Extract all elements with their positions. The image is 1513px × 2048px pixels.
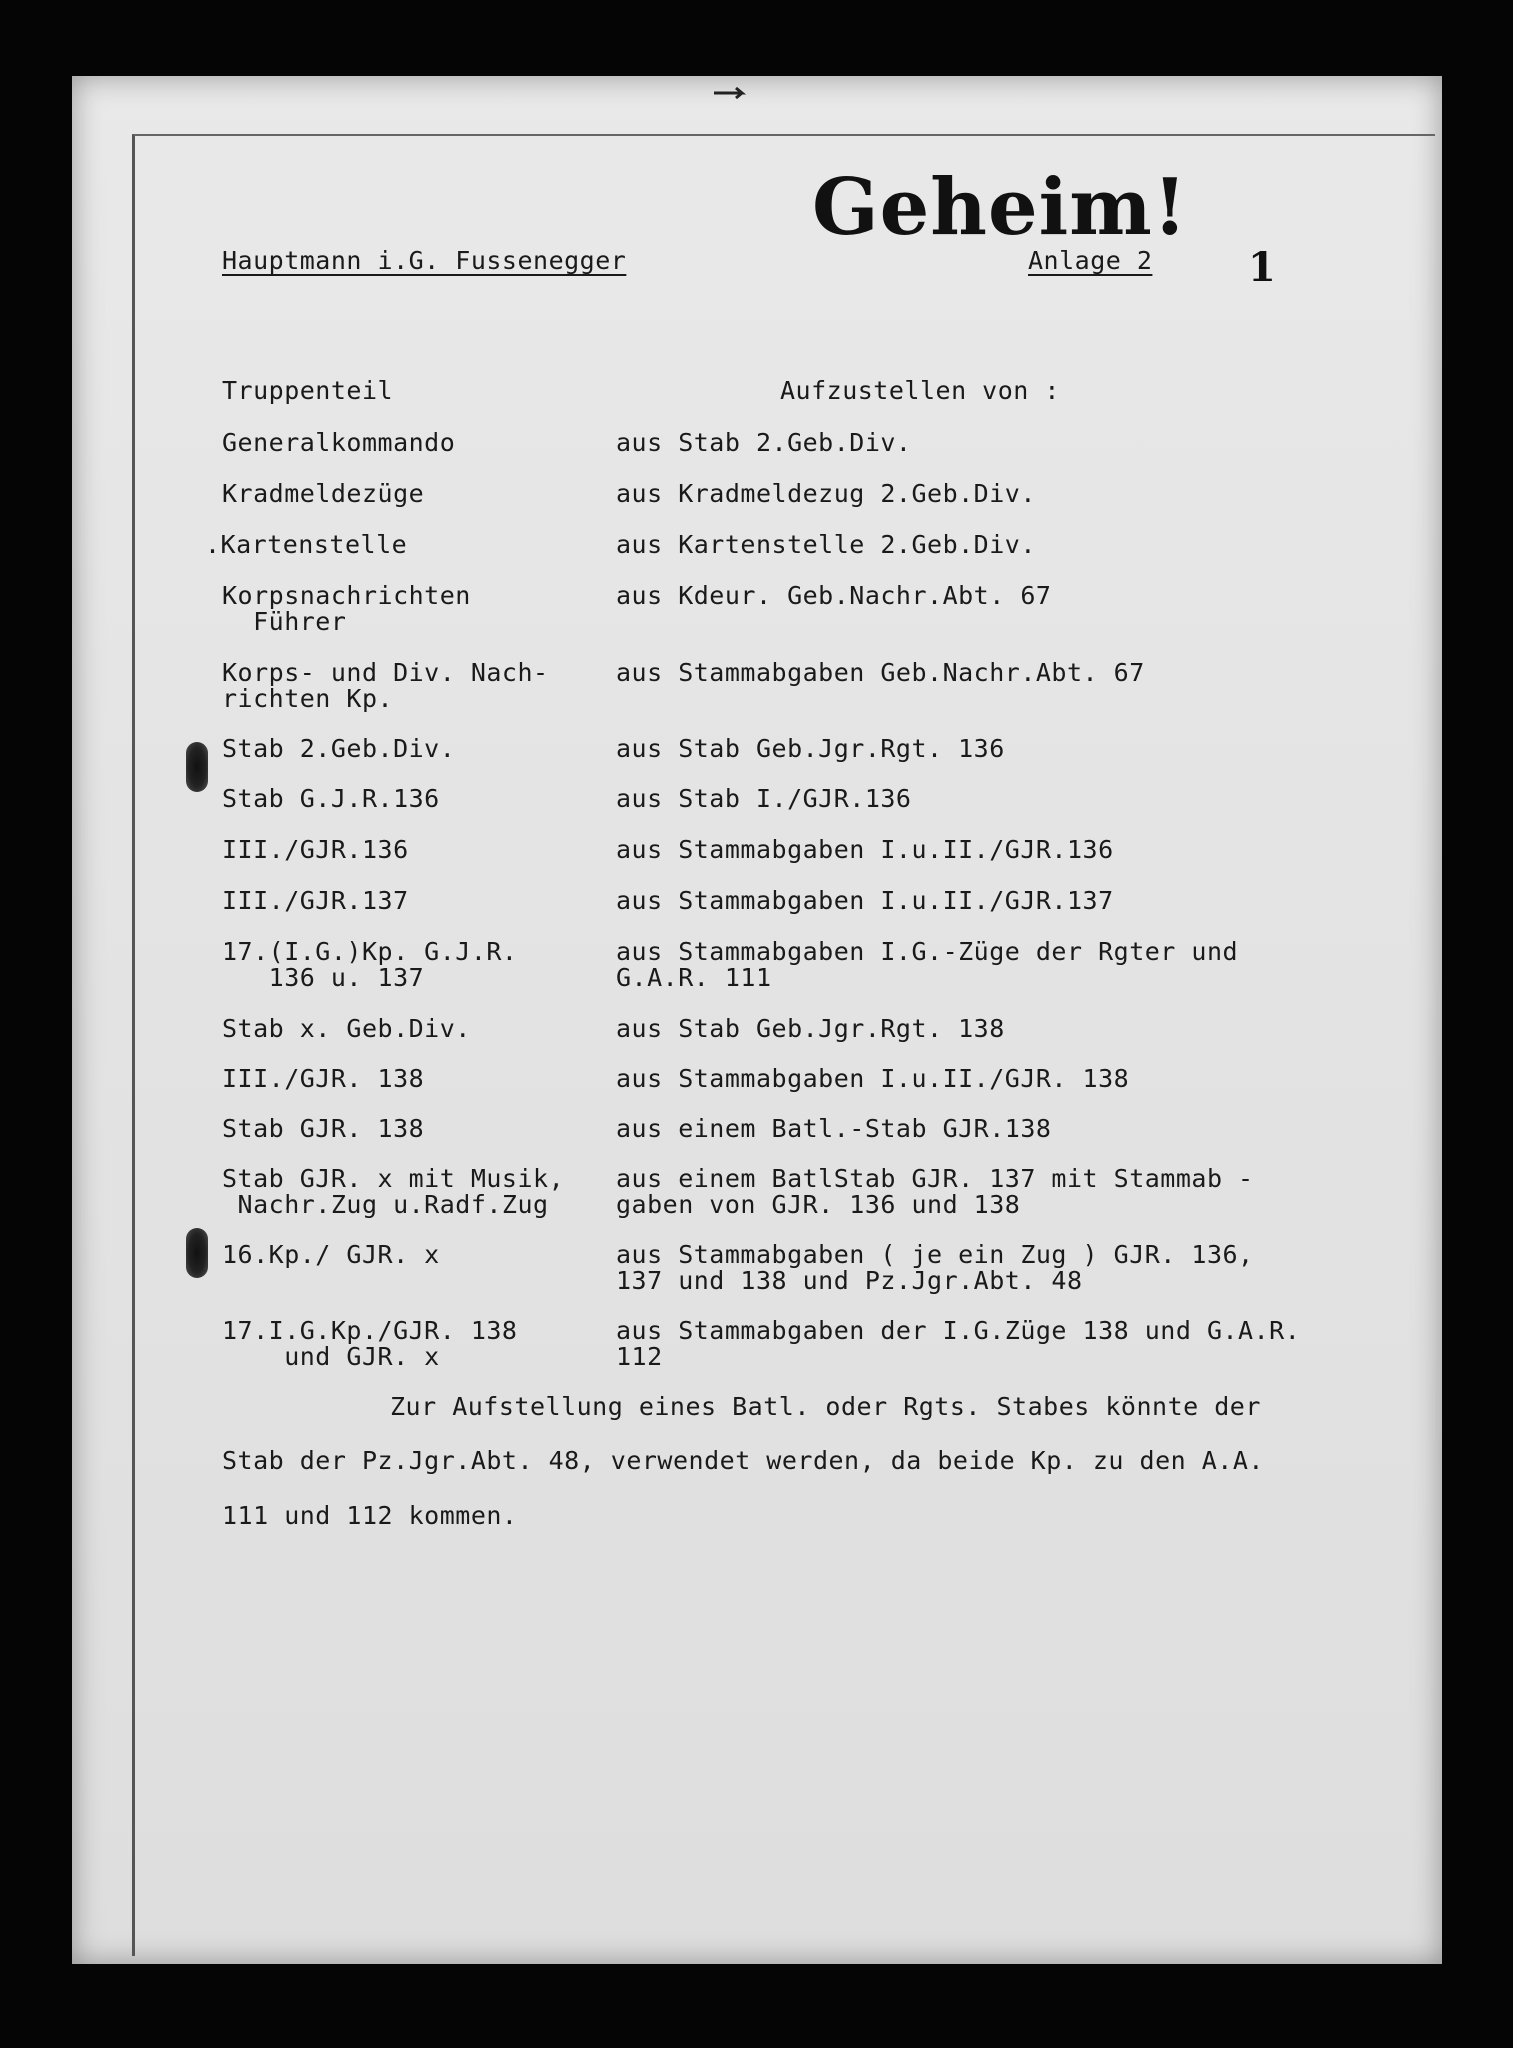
unit-cell: .Kartenstelle xyxy=(205,530,408,559)
unit-cell: Korpsnachrichten Führer xyxy=(222,581,471,636)
unit-cell: 17.I.G.Kp./GJR. 138 und GJR. x xyxy=(222,1316,518,1371)
unit-cell: Korps- und Div. Nach- richten Kp. xyxy=(222,658,549,713)
source-cell: aus einem BatlStab GJR. 137 mit Stammab - gaben von GJR. 136 und 138 xyxy=(616,1164,1254,1219)
source-cell: aus Stab Geb.Jgr.Rgt. 138 xyxy=(616,1014,1005,1043)
note-line: Stab der Pz.Jgr.Abt. 48, verwendet werden, da beide Kp. zu den A.A. xyxy=(222,1446,1264,1475)
source-cell: aus Stab Geb.Jgr.Rgt. 136 xyxy=(616,734,1005,763)
arrow-mark-icon xyxy=(712,86,752,100)
punch-hole-icon xyxy=(186,1228,208,1278)
source-cell: aus einem Batl.-Stab GJR.138 xyxy=(616,1114,1052,1143)
source-cell: aus Stab 2.Geb.Div. xyxy=(616,428,912,457)
unit-cell: III./GJR. 138 xyxy=(222,1064,425,1093)
unit-cell: III./GJR.137 xyxy=(222,886,409,915)
punch-hole-icon xyxy=(186,742,208,792)
unit-cell: Kradmeldezüge xyxy=(222,479,425,508)
sheet-border xyxy=(132,134,1435,1956)
unit-cell: Stab G.J.R.136 xyxy=(222,784,440,813)
source-cell: aus Stammabgaben der I.G.Züge 138 und G.A.R. 112 xyxy=(616,1316,1301,1371)
unit-cell: 16.Kp./ GJR. x xyxy=(222,1240,440,1269)
unit-cell: Stab x. Geb.Div. xyxy=(222,1014,471,1043)
unit-cell: Stab 2.Geb.Div. xyxy=(222,734,456,763)
column-header-unit: Truppenteil xyxy=(222,376,394,405)
source-cell: aus Stammabgaben ( je ein Zug ) GJR. 136, 137 und 138 und Pz.Jgr.Abt. 48 xyxy=(616,1240,1254,1295)
source-cell: aus Stammabgaben I.G.-Züge der Rgter und G.A.R. 111 xyxy=(616,937,1239,992)
classification-stamp: Geheim! xyxy=(812,162,1188,253)
page-number: 1 xyxy=(1248,244,1276,291)
source-cell: aus Stammabgaben I.u.II./GJR.136 xyxy=(616,835,1114,864)
source-cell: aus Stab I./GJR.136 xyxy=(616,784,912,813)
unit-cell: 17.(I.G.)Kp. G.J.R. 136 u. 137 xyxy=(222,937,518,992)
column-header-source: Aufzustellen von : xyxy=(780,376,1060,405)
unit-cell: Generalkommando xyxy=(222,428,456,457)
unit-cell: III./GJR.136 xyxy=(222,835,409,864)
sender-line: Hauptmann i.G. Fussenegger xyxy=(222,246,627,275)
note-line: 111 und 112 kommen. xyxy=(222,1501,518,1530)
unit-cell: Stab GJR. 138 xyxy=(222,1114,425,1143)
attachment-label: Anlage 2 xyxy=(1028,246,1153,275)
source-cell: aus Kradmeldezug 2.Geb.Div. xyxy=(616,479,1036,508)
note-line: Zur Aufstellung eines Batl. oder Rgts. Stabes könnte der xyxy=(390,1392,1261,1421)
source-cell: aus Stammabgaben Geb.Nachr.Abt. 67 xyxy=(616,658,1145,687)
source-cell: aus Stammabgaben I.u.II./GJR.137 xyxy=(616,886,1114,915)
source-cell: aus Stammabgaben I.u.II./GJR. 138 xyxy=(616,1064,1130,1093)
source-cell: aus Kdeur. Geb.Nachr.Abt. 67 xyxy=(616,581,1052,610)
source-cell: aus Kartenstelle 2.Geb.Div. xyxy=(616,530,1036,559)
unit-cell: Stab GJR. x mit Musik, Nachr.Zug u.Radf.Zug xyxy=(222,1164,565,1219)
